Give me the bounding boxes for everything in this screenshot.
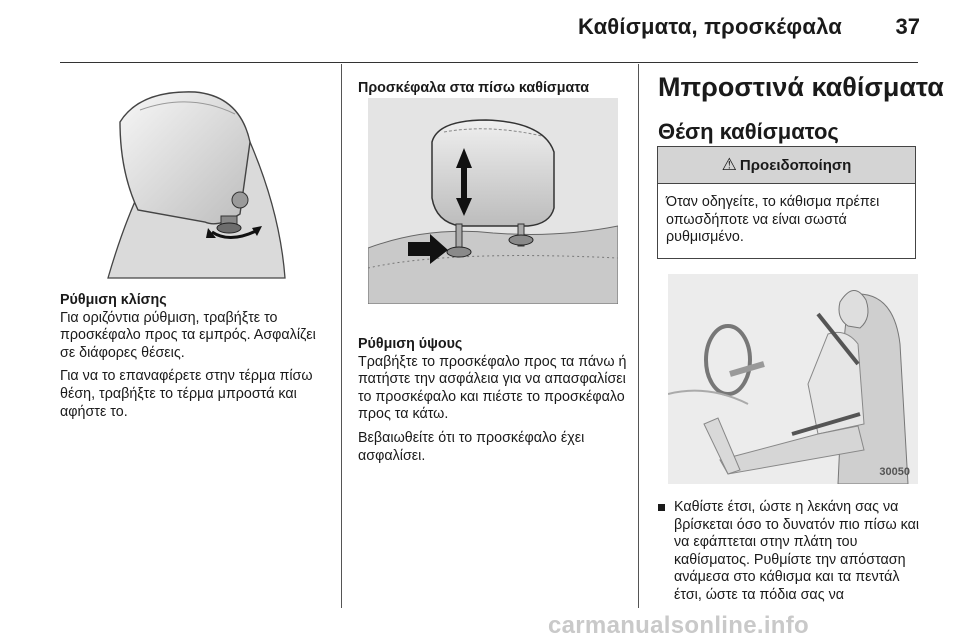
front-seats-heading: Μπροστινά καθίσματα (658, 72, 944, 102)
bullet-square-icon (658, 504, 665, 511)
tilt-adjustment-subheading: Ρύθμιση κλίσης (60, 292, 167, 308)
rear-headrests-heading: Προσκέφαλα στα πίσω καθίσματα (358, 80, 590, 96)
header-divider (60, 62, 918, 63)
column-divider-left (341, 64, 342, 608)
seating-instruction-list-item (658, 499, 920, 605)
warning-triangle-icon: ⚠ (721, 155, 737, 174)
height-paragraph-2: Βεβαιωθείτε ότι το προσκέφαλο έχει ασφαλίσει. (358, 429, 585, 464)
height-adjustment-subheading: Ρύθμιση ύψους (358, 336, 463, 352)
tilt-paragraph-2: Για να το επαναφέρετε στην τέρμα πίσω θέση, τραβήξτε το τέρμα μπροστά και αφήστε το. (60, 368, 313, 420)
seating-instruction-text: Καθίστε έτσι, ώστε η λεκάνη σας να βρίσκεται όσο το δυνατόν πιο πίσω και να εφάπτεται στην πλάτη του καθίσματος. Ρυθμίστε την απόσταση ανάμεσα στο κάθισμα και τα πεντάλ έτσι, ώστε τα πόδια σας να (674, 499, 920, 603)
warning-text: Όταν οδηγείτε, το κάθισμα πρέπει οπωσδήποτε να είναι σωστά ρυθμισμένο. (666, 194, 880, 246)
warning-box (657, 146, 916, 259)
rear-headrest-height-illustration (368, 98, 618, 304)
left-text-block (60, 292, 330, 427)
middle-text-block (358, 336, 630, 471)
seat-position-subheading: Θέση καθίσματος (658, 119, 839, 144)
tilt-paragraph-1: Για οριζόντια ρύθμιση, τραβήξτε το προσκέφαλο προς τα εμπρός. Ασφαλίζει σε διάφορες θέσεις. (60, 309, 316, 361)
height-paragraph-1: Τραβήξτε το προσκέφαλο προς τα πάνω ή πατήστε την ασφάλεια για να απασφαλίσει το προσκέφαλο και πιέστε το προσκέφαλο προς τα κάτω. (358, 353, 627, 423)
page-header-title: Καθίσματα, προσκέφαλα (578, 14, 842, 39)
figure-number: 30050 (879, 466, 910, 478)
page-number: 37 (895, 14, 920, 39)
driver-seating-illustration (668, 274, 918, 484)
warning-header (658, 147, 915, 184)
headrest-tilt-illustration (100, 82, 290, 282)
warning-title: Προειδοποίηση (739, 156, 852, 174)
column-divider-right (638, 64, 639, 608)
watermark: carmanualsonline.info (548, 612, 810, 639)
